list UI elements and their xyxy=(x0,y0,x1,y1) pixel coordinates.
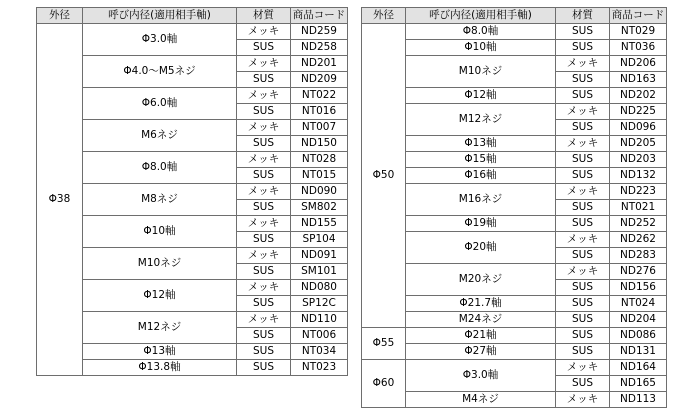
bore-cell: M12ネジ xyxy=(406,104,556,136)
bore-cell: Φ4.0～M5ネジ xyxy=(83,56,237,88)
product-code-cell: ND090 xyxy=(291,184,348,200)
bore-cell: Φ8.0軸 xyxy=(406,24,556,40)
spec-table-right xyxy=(361,7,667,408)
product-code-cell: ND080 xyxy=(291,280,348,296)
header-outer-diameter: 外径 xyxy=(37,8,83,24)
product-code-cell: NT021 xyxy=(610,200,667,216)
product-code-cell: ND203 xyxy=(610,152,667,168)
material-cell: SUS xyxy=(237,168,291,184)
outer-diameter-cell: Φ50 xyxy=(362,24,406,328)
material-cell: SUS xyxy=(556,24,610,40)
table-row xyxy=(37,216,348,232)
bore-cell: Φ10軸 xyxy=(406,40,556,56)
bore-cell: M6ネジ xyxy=(83,120,237,152)
bore-cell: Φ6.0軸 xyxy=(83,88,237,120)
material-cell: メッキ xyxy=(556,264,610,280)
product-code-cell: ND209 xyxy=(291,72,348,88)
table-row xyxy=(362,360,667,376)
material-cell: メッキ xyxy=(556,232,610,248)
product-code-cell: ND276 xyxy=(610,264,667,280)
table-row xyxy=(362,344,667,360)
header-material: 材質 xyxy=(556,8,610,24)
product-code-cell: ND096 xyxy=(610,120,667,136)
material-cell: メッキ xyxy=(556,360,610,376)
table-row xyxy=(37,24,348,40)
header-product-code: 商品コード xyxy=(291,8,348,24)
bore-cell: M4ネジ xyxy=(406,392,556,408)
bore-cell: Φ21軸 xyxy=(406,328,556,344)
header-product-code: 商品コード xyxy=(610,8,667,24)
bore-cell: Φ12軸 xyxy=(406,88,556,104)
material-cell: メッキ xyxy=(237,184,291,200)
product-code-cell: ND150 xyxy=(291,136,348,152)
product-code-cell: ND283 xyxy=(610,248,667,264)
outer-diameter-cell: Φ60 xyxy=(362,360,406,408)
bore-cell: M24ネジ xyxy=(406,312,556,328)
product-code-cell: ND204 xyxy=(610,312,667,328)
product-code-cell: ND202 xyxy=(610,88,667,104)
table-row xyxy=(362,328,667,344)
product-code-cell: ND132 xyxy=(610,168,667,184)
material-cell: メッキ xyxy=(237,88,291,104)
bore-cell: Φ19軸 xyxy=(406,216,556,232)
bore-cell: Φ20軸 xyxy=(406,232,556,264)
bore-cell: Φ10軸 xyxy=(83,216,237,248)
table-row xyxy=(362,216,667,232)
material-cell: SUS xyxy=(556,312,610,328)
bore-cell: Φ16軸 xyxy=(406,168,556,184)
product-code-cell: ND206 xyxy=(610,56,667,72)
outer-diameter-cell: Φ55 xyxy=(362,328,406,360)
table-row xyxy=(37,248,348,264)
table-row xyxy=(37,88,348,104)
product-code-cell: NT006 xyxy=(291,328,348,344)
material-cell: SUS xyxy=(237,104,291,120)
product-code-cell: NT015 xyxy=(291,168,348,184)
material-cell: メッキ xyxy=(237,152,291,168)
material-cell: メッキ xyxy=(237,280,291,296)
product-code-cell: NT016 xyxy=(291,104,348,120)
bore-cell: Φ13軸 xyxy=(406,136,556,152)
product-code-cell: ND163 xyxy=(610,72,667,88)
material-cell: SUS xyxy=(556,40,610,56)
material-cell: メッキ xyxy=(237,56,291,72)
product-code-cell: ND225 xyxy=(610,104,667,120)
material-cell: メッキ xyxy=(556,392,610,408)
product-code-cell: NT029 xyxy=(610,24,667,40)
header-material: 材質 xyxy=(237,8,291,24)
product-code-cell: ND091 xyxy=(291,248,348,264)
bore-cell: Φ13.8軸 xyxy=(83,360,237,376)
material-cell: SUS xyxy=(556,344,610,360)
table-row xyxy=(362,40,667,56)
material-cell: SUS xyxy=(237,72,291,88)
product-code-cell: ND110 xyxy=(291,312,348,328)
table-row xyxy=(362,184,667,200)
table-row xyxy=(37,120,348,136)
material-cell: SUS xyxy=(556,376,610,392)
material-cell: SUS xyxy=(556,328,610,344)
product-code-cell: SM101 xyxy=(291,264,348,280)
material-cell: SUS xyxy=(237,360,291,376)
spec-table-left xyxy=(36,7,348,376)
material-cell: SUS xyxy=(237,136,291,152)
bore-cell: M8ネジ xyxy=(83,184,237,216)
product-code-cell: ND252 xyxy=(610,216,667,232)
material-cell: SUS xyxy=(237,232,291,248)
header-row xyxy=(37,8,348,24)
bore-cell: Φ27軸 xyxy=(406,344,556,360)
material-cell: メッキ xyxy=(556,184,610,200)
header-outer-diameter: 外径 xyxy=(362,8,406,24)
material-cell: メッキ xyxy=(237,24,291,40)
product-code-cell: SP104 xyxy=(291,232,348,248)
table-row xyxy=(37,312,348,328)
bore-cell: Φ8.0軸 xyxy=(83,152,237,184)
bore-cell: M20ネジ xyxy=(406,264,556,296)
material-cell: SUS xyxy=(237,264,291,280)
bore-cell: M10ネジ xyxy=(406,56,556,88)
material-cell: SUS xyxy=(556,152,610,168)
table-row xyxy=(37,360,348,376)
table-row xyxy=(362,296,667,312)
table-row xyxy=(362,232,667,248)
table-row xyxy=(362,312,667,328)
product-code-cell: ND201 xyxy=(291,56,348,72)
product-code-cell: NT022 xyxy=(291,88,348,104)
bore-cell: M12ネジ xyxy=(83,312,237,344)
material-cell: SUS xyxy=(556,168,610,184)
material-cell: SUS xyxy=(237,296,291,312)
table-row xyxy=(37,152,348,168)
material-cell: メッキ xyxy=(237,216,291,232)
table-row xyxy=(362,104,667,120)
product-code-cell: ND156 xyxy=(610,280,667,296)
product-code-cell: NT028 xyxy=(291,152,348,168)
material-cell: SUS xyxy=(237,40,291,56)
material-cell: SUS xyxy=(237,344,291,360)
material-cell: SUS xyxy=(556,88,610,104)
bore-cell: Φ21.7軸 xyxy=(406,296,556,312)
header-bore: 呼び内径(適用相手軸) xyxy=(406,8,556,24)
product-code-cell: ND259 xyxy=(291,24,348,40)
product-code-cell: SM802 xyxy=(291,200,348,216)
product-code-cell: NT007 xyxy=(291,120,348,136)
material-cell: SUS xyxy=(237,328,291,344)
table-row xyxy=(362,24,667,40)
product-code-cell: ND131 xyxy=(610,344,667,360)
product-code-cell: ND113 xyxy=(610,392,667,408)
material-cell: メッキ xyxy=(556,136,610,152)
table-row xyxy=(362,152,667,168)
material-cell: メッキ xyxy=(237,312,291,328)
table-row xyxy=(362,392,667,408)
product-code-cell: NT023 xyxy=(291,360,348,376)
table-row xyxy=(37,344,348,360)
bore-cell: M10ネジ xyxy=(83,248,237,280)
material-cell: SUS xyxy=(556,72,610,88)
outer-diameter-cell: Φ38 xyxy=(37,24,83,376)
bore-cell: Φ12軸 xyxy=(83,280,237,312)
product-code-cell: ND223 xyxy=(610,184,667,200)
bore-cell: Φ15軸 xyxy=(406,152,556,168)
product-code-cell: ND262 xyxy=(610,232,667,248)
table-row xyxy=(37,280,348,296)
product-code-cell: ND086 xyxy=(610,328,667,344)
bore-cell: Φ13軸 xyxy=(83,344,237,360)
material-cell: SUS xyxy=(237,200,291,216)
header-row xyxy=(362,8,667,24)
product-code-cell: SP12C xyxy=(291,296,348,312)
table-row xyxy=(362,88,667,104)
material-cell: SUS xyxy=(556,280,610,296)
material-cell: SUS xyxy=(556,216,610,232)
table-row xyxy=(37,56,348,72)
product-code-cell: ND258 xyxy=(291,40,348,56)
bore-cell: Φ3.0軸 xyxy=(83,24,237,56)
product-code-cell: NT034 xyxy=(291,344,348,360)
material-cell: メッキ xyxy=(556,104,610,120)
material-cell: SUS xyxy=(556,200,610,216)
material-cell: メッキ xyxy=(237,248,291,264)
material-cell: メッキ xyxy=(237,120,291,136)
material-cell: SUS xyxy=(556,248,610,264)
material-cell: SUS xyxy=(556,296,610,312)
table-row xyxy=(362,56,667,72)
material-cell: メッキ xyxy=(556,56,610,72)
table-row xyxy=(37,184,348,200)
table-row xyxy=(362,168,667,184)
material-cell: SUS xyxy=(556,120,610,136)
table-row xyxy=(362,136,667,152)
product-code-cell: ND164 xyxy=(610,360,667,376)
product-code-cell: ND155 xyxy=(291,216,348,232)
product-code-cell: NT024 xyxy=(610,296,667,312)
bore-cell: M16ネジ xyxy=(406,184,556,216)
table-row xyxy=(362,264,667,280)
product-code-cell: ND165 xyxy=(610,376,667,392)
header-bore: 呼び内径(適用相手軸) xyxy=(83,8,237,24)
bore-cell: Φ3.0軸 xyxy=(406,360,556,392)
product-code-cell: ND205 xyxy=(610,136,667,152)
product-code-cell: NT036 xyxy=(610,40,667,56)
